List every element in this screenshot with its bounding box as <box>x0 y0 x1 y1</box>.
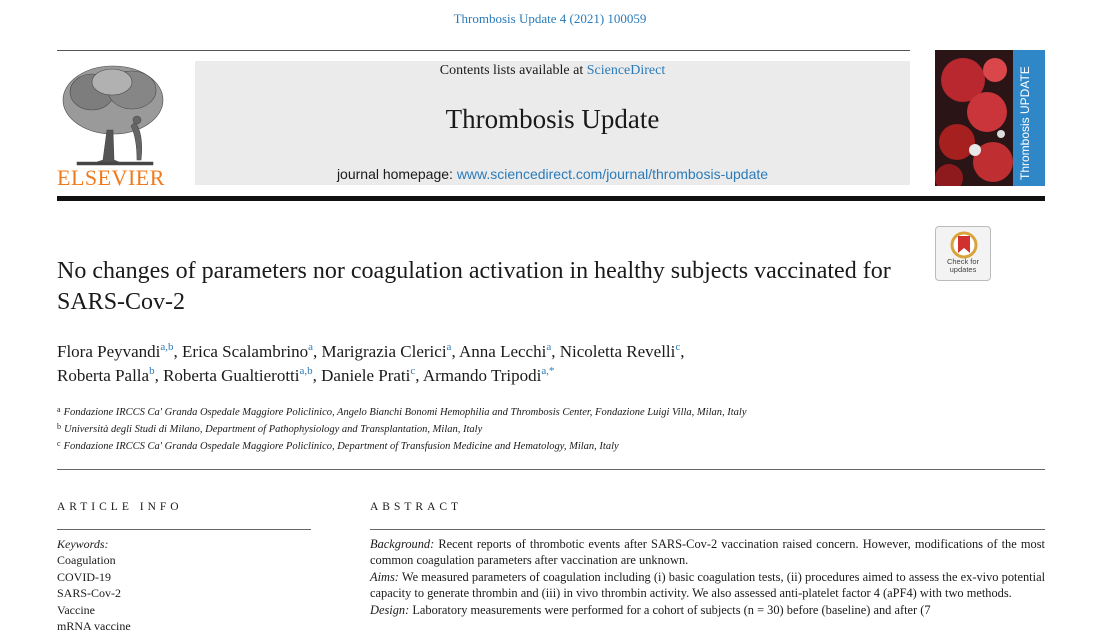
section-divider <box>57 469 1045 470</box>
author-affiliation-mark[interactable]: a <box>446 341 452 353</box>
abstract-rule <box>370 529 1045 530</box>
author-separator: , <box>312 366 322 385</box>
design-label: Design: <box>370 602 410 617</box>
author-name[interactable]: Anna Lecchi <box>459 342 547 361</box>
affiliation-mark: a <box>57 405 61 414</box>
keywords-label: Keywords: <box>57 537 109 551</box>
contents-prefix: Contents lists available at <box>439 63 587 78</box>
author-name[interactable]: Roberta Palla <box>57 366 150 385</box>
author-name[interactable]: Erica Scalambrino <box>182 342 309 361</box>
check-label-line1: Check for <box>946 257 980 266</box>
author-name[interactable]: Nicoletta Revelli <box>559 342 676 361</box>
affiliation-item <box>57 404 957 421</box>
author-name[interactable]: Flora Peyvandi <box>57 342 161 361</box>
keyword-item[interactable]: COVID-19 <box>57 569 111 584</box>
journal-citation[interactable]: Thrombosis Update 4 (2021) 100059 <box>453 11 647 26</box>
author-separator: , <box>154 366 164 385</box>
affiliation-item <box>57 421 957 438</box>
journal-cover-image[interactable] <box>935 50 1045 186</box>
author-separator: , <box>415 366 423 385</box>
background-text: Recent reports of thrombotic events after SARS-Cov-2 vaccination raised concern. However, modifications of the most common coagulation parameters after vaccination are unknown. <box>370 537 1045 568</box>
abstract-heading: ABSTRACT <box>370 501 463 513</box>
author-name[interactable]: Armando Tripodi <box>422 366 542 385</box>
author-affiliation-mark[interactable]: b <box>149 365 155 377</box>
homepage-prefix: journal homepage: <box>336 166 457 182</box>
publisher-wordmark[interactable]: ELSEVIER <box>57 165 165 190</box>
author-affiliation-mark[interactable]: a <box>308 341 313 353</box>
keyword-item[interactable]: Vaccine <box>57 602 95 617</box>
author-name[interactable]: Roberta Gualtierotti <box>163 366 300 385</box>
check-for-updates-label[interactable] <box>935 258 991 274</box>
design-text: Laboratory measurements were performed for a cohort of subjects (n = 30) before (baseline) and after (7 <box>412 602 931 617</box>
author-separator: , <box>451 342 459 361</box>
author-list <box>57 340 937 388</box>
article-info-rule <box>57 529 311 530</box>
aims-label: Aims: <box>370 569 399 584</box>
author-affiliation-mark[interactable]: a <box>546 341 552 353</box>
affiliation-mark: b <box>57 422 61 431</box>
affiliation-text: Università degli Studi di Milano, Department of Pathophysiology and Transplantation, Milan, Italy <box>64 424 483 435</box>
journal-title: Thrombosis Update <box>445 104 660 134</box>
author-name[interactable]: Marigrazia Clerici <box>321 342 447 361</box>
affiliation-list <box>57 404 957 455</box>
top-divider <box>57 50 910 51</box>
cover-title-text: Thrombosis UPDATE <box>1018 66 1032 180</box>
author-separator: , <box>312 342 322 361</box>
author-separator: , <box>680 342 685 361</box>
article-info-heading: ARTICLE INFO <box>57 501 183 513</box>
keyword-item[interactable]: mRNA vaccine <box>57 619 131 634</box>
contents-line <box>195 63 910 79</box>
aims-text: We measured parameters of coagulation including (i) basic coagulation tests, (ii) procedures aimed to assess the ex-vivo potential capacity to generate thrombin and (iii) in vivo thrombin activity. We also assessed anti-platelet factor 4 (aPF4) with two methods. <box>370 569 1046 601</box>
author-name[interactable]: Daniele Prati <box>321 366 411 385</box>
abstract-aims <box>370 569 1045 602</box>
author-affiliation-mark[interactable]: c <box>410 365 416 377</box>
keyword-item[interactable]: SARS-Cov-2 <box>57 586 122 601</box>
author-affiliation-mark[interactable]: a,b <box>160 341 174 353</box>
article-title: No changes of parameters nor coagulation activation in healthy subjects vaccinated for SARS-Cov-2 <box>57 258 891 315</box>
affiliation-item <box>57 438 957 455</box>
author-separator: , <box>551 342 560 361</box>
abstract-background <box>370 536 1045 569</box>
author-affiliation-mark[interactable]: a,* <box>541 365 555 377</box>
keywords-block <box>57 536 307 634</box>
abstract-body <box>370 536 1045 618</box>
header-thick-divider <box>57 196 1045 201</box>
journal-homepage-line <box>195 166 910 182</box>
background-label: Background: <box>370 537 435 551</box>
sciencedirect-link[interactable]: ScienceDirect <box>586 63 666 78</box>
check-label-line2: updates <box>949 265 977 274</box>
affiliation-text: Fondazione IRCCS Ca' Granda Ospedale Maggiore Policlinico, Angelo Bianchi Bonomi Hemophilia and Thrombosis Center, Fondazione Luigi Villa, Milan, Italy <box>63 407 747 418</box>
keyword-item[interactable]: Coagulation <box>57 553 116 568</box>
homepage-link[interactable]: www.sciencedirect.com/journal/thrombosis-update <box>456 166 769 182</box>
abstract-design <box>370 602 1045 618</box>
author-affiliation-mark[interactable]: c <box>675 341 681 353</box>
affiliation-mark: c <box>57 439 61 448</box>
affiliation-text: Fondazione IRCCS Ca' Granda Ospedale Maggiore Policlinico, Department of Transfusion Medicine and Hematology, Milan, Italy <box>63 441 619 452</box>
bookmark-icon <box>936 227 992 261</box>
author-separator: , <box>173 342 183 361</box>
author-affiliation-mark[interactable]: a,b <box>299 365 313 377</box>
